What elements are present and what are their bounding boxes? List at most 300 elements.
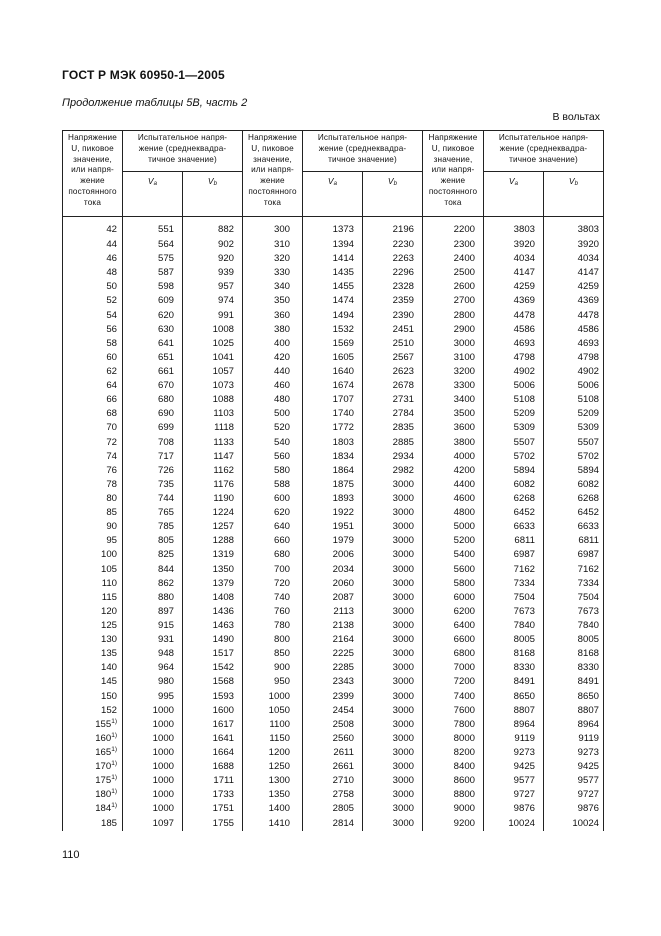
cell-value: 2400 bbox=[453, 253, 475, 265]
cell-value: 5000 bbox=[453, 521, 475, 533]
cell-vb-2 bbox=[363, 351, 423, 365]
cell-va-1 bbox=[123, 774, 183, 788]
cell-value: 600 bbox=[273, 493, 290, 505]
cell-value: 6987 bbox=[513, 549, 535, 561]
cell-u-1 bbox=[63, 548, 123, 562]
cell-vb-1 bbox=[183, 217, 243, 239]
cell-vb-1 bbox=[183, 802, 243, 816]
cell-value: 8200 bbox=[453, 746, 475, 758]
cell-value: 1162 bbox=[213, 464, 234, 476]
cell-u-2 bbox=[243, 379, 303, 393]
cell-value: 1517 bbox=[212, 648, 234, 660]
cell-u-3 bbox=[423, 464, 484, 478]
cell-value: 1147 bbox=[213, 450, 234, 462]
cell-value: 2500 bbox=[453, 267, 475, 279]
cell-value: 620 bbox=[157, 309, 174, 321]
header-line: значение, bbox=[253, 154, 292, 164]
cell-u-2 bbox=[243, 294, 303, 308]
cell-value: 6633 bbox=[513, 521, 535, 533]
cell-u-1 bbox=[63, 605, 123, 619]
cell-value: 4000 bbox=[453, 450, 475, 462]
cell-va-2 bbox=[303, 605, 363, 619]
cell-va-2 bbox=[303, 816, 363, 830]
cell-va-3 bbox=[484, 548, 544, 562]
cell-value: 62 bbox=[106, 366, 117, 378]
cell-u-3 bbox=[423, 506, 484, 520]
cell-vb-3 bbox=[544, 478, 604, 492]
header-vb-3 bbox=[544, 172, 604, 217]
cell-value: 4147 bbox=[513, 267, 535, 279]
cell-u-2 bbox=[243, 548, 303, 562]
cell-u-3 bbox=[423, 675, 484, 689]
header-test-voltage-2 bbox=[303, 131, 423, 172]
cell-value: 4586 bbox=[577, 323, 599, 335]
cell-value: 3803 bbox=[577, 224, 599, 235]
cell-u-1 bbox=[63, 365, 123, 379]
cell-vb-2 bbox=[363, 548, 423, 562]
header-line: U, пиковое bbox=[251, 143, 294, 153]
cell-value: 3000 bbox=[392, 775, 414, 787]
cell-value: 1463 bbox=[212, 620, 234, 631]
cell-vb-1 bbox=[183, 661, 243, 675]
cell-value: 588 bbox=[273, 478, 290, 490]
cell-value: 76 bbox=[106, 464, 117, 476]
cell-vb-3 bbox=[544, 661, 604, 675]
cell-value: 744 bbox=[157, 493, 174, 505]
cell-value: 2814 bbox=[332, 817, 354, 829]
cell-value: 420 bbox=[273, 351, 290, 363]
cell-vb-2 bbox=[363, 238, 423, 252]
cell-va-2 bbox=[303, 802, 363, 816]
cell-vb-3 bbox=[544, 591, 604, 605]
cell-va-3 bbox=[484, 690, 544, 704]
cell-value: 8005 bbox=[513, 634, 535, 646]
cell-va-2 bbox=[303, 379, 363, 393]
cell-value: 785 bbox=[157, 521, 174, 533]
cell-vb-2 bbox=[363, 365, 423, 379]
cell-value: 5894 bbox=[513, 464, 535, 476]
cell-value: 3200 bbox=[453, 366, 475, 378]
cell-value: 2710 bbox=[332, 775, 354, 787]
cell-vb-2 bbox=[363, 436, 423, 450]
cell-u-3 bbox=[423, 619, 484, 633]
cell-va-2 bbox=[303, 492, 363, 506]
cell-value: 1379 bbox=[212, 577, 234, 589]
table-row bbox=[63, 732, 604, 746]
cell-value: 5209 bbox=[577, 408, 599, 420]
cell-va-3 bbox=[484, 619, 544, 633]
cell-value: 8964 bbox=[577, 718, 599, 730]
cell-va-2 bbox=[303, 534, 363, 548]
table-row bbox=[63, 365, 604, 379]
cell-value: 6600 bbox=[453, 634, 475, 646]
cell-vb-1 bbox=[183, 379, 243, 393]
header-line: жение (среднеквадра- bbox=[138, 143, 227, 153]
cell-value: 78 bbox=[106, 478, 117, 490]
cell-value: 8330 bbox=[577, 662, 599, 674]
cell-va-1 bbox=[123, 619, 183, 633]
header-va-2 bbox=[303, 172, 363, 217]
cell-u-3 bbox=[423, 647, 484, 661]
cell-value: 3000 bbox=[392, 789, 414, 801]
cell-vb-2 bbox=[363, 379, 423, 393]
cell-u-3 bbox=[423, 605, 484, 619]
header-line: или напря- bbox=[251, 165, 294, 175]
voltage-symbol: Va bbox=[147, 176, 158, 187]
cell-vb-2 bbox=[363, 421, 423, 435]
header-line: значение, bbox=[73, 154, 112, 164]
cell-value: 1257 bbox=[212, 521, 234, 533]
footnote-marker: 1) bbox=[111, 774, 117, 782]
cell-value: 1300 bbox=[268, 775, 290, 787]
cell-value: 6200 bbox=[453, 605, 475, 617]
cell-u-2 bbox=[243, 421, 303, 435]
cell-vb-1 bbox=[183, 506, 243, 520]
cell-u-2 bbox=[243, 534, 303, 548]
cell-value: 1025 bbox=[212, 337, 234, 349]
cell-value: 765 bbox=[157, 507, 174, 519]
cell-value: 1864 bbox=[332, 464, 354, 476]
header-line: Напряжение bbox=[428, 133, 478, 142]
cell-vb-2 bbox=[363, 294, 423, 308]
cell-vb-1 bbox=[183, 619, 243, 633]
cell-value: 145 bbox=[100, 676, 117, 688]
cell-va-1 bbox=[123, 802, 183, 816]
cell-u-2 bbox=[243, 675, 303, 689]
cell-vb-1 bbox=[183, 450, 243, 464]
cell-vb-1 bbox=[183, 548, 243, 562]
cell-value: 4200 bbox=[453, 464, 475, 476]
cell-vb-1 bbox=[183, 365, 243, 379]
cell-value: 1834 bbox=[332, 450, 354, 462]
cell-va-1 bbox=[123, 436, 183, 450]
cell-va-3 bbox=[484, 802, 544, 816]
cell-vb-3 bbox=[544, 421, 604, 435]
header-voltage-u-3 bbox=[423, 131, 484, 217]
cell-vb-2 bbox=[363, 746, 423, 760]
cell-value: 3000 bbox=[392, 662, 414, 674]
cell-value: 2758 bbox=[332, 789, 354, 801]
cell-value: 4800 bbox=[453, 507, 475, 519]
cell-value: 44 bbox=[106, 239, 117, 251]
cell-vb-2 bbox=[363, 323, 423, 337]
cell-value: 1922 bbox=[332, 507, 354, 519]
header-line: Напряжение bbox=[68, 133, 117, 142]
cell-value: 620 bbox=[273, 507, 290, 519]
cell-u-2 bbox=[243, 746, 303, 760]
cell-value: 7840 bbox=[577, 620, 599, 631]
footnote-marker: 1) bbox=[111, 802, 117, 810]
cell-vb-3 bbox=[544, 365, 604, 379]
cell-va-1 bbox=[123, 238, 183, 252]
cell-value: 1474 bbox=[332, 295, 354, 307]
voltage-subscript: a bbox=[333, 181, 338, 187]
cell-value: 1073 bbox=[212, 380, 234, 392]
cell-value: 1373 bbox=[332, 224, 354, 235]
header-line: тичное значение) bbox=[148, 154, 217, 164]
header-line: жение bbox=[440, 176, 466, 186]
table-row bbox=[63, 704, 604, 718]
cell-va-2 bbox=[303, 294, 363, 308]
cell-va-1 bbox=[123, 816, 183, 830]
cell-vb-2 bbox=[363, 690, 423, 704]
cell-value: 8650 bbox=[577, 690, 599, 702]
header-line: значение, bbox=[433, 154, 473, 164]
header-line: постоянного bbox=[68, 186, 117, 196]
cell-vb-1 bbox=[183, 280, 243, 294]
cell-value: 64 bbox=[106, 380, 117, 392]
cell-value: 7200 bbox=[453, 676, 475, 688]
cell-value: 974 bbox=[217, 295, 234, 307]
cell-value: 915 bbox=[157, 620, 174, 631]
header-line: тичное значение) bbox=[328, 154, 397, 164]
cell-va-2 bbox=[303, 266, 363, 280]
cell-value: 4400 bbox=[453, 478, 475, 490]
cell-va-2 bbox=[303, 788, 363, 802]
cell-value: 1190 bbox=[213, 493, 234, 505]
cell-value: 5400 bbox=[453, 549, 475, 561]
cell-value: 3000 bbox=[392, 605, 414, 617]
cell-va-3 bbox=[484, 266, 544, 280]
cell-value: 7400 bbox=[453, 690, 475, 702]
cell-value: 1674 bbox=[332, 380, 354, 392]
cell-value: 2510 bbox=[392, 337, 414, 349]
cell-value: 6811 bbox=[514, 535, 535, 547]
table-row bbox=[63, 746, 604, 760]
cell-value: 9425 bbox=[513, 761, 535, 773]
cell-value: 726 bbox=[157, 464, 174, 476]
cell-value: 1000 bbox=[152, 789, 174, 801]
cell-value: 5800 bbox=[453, 577, 475, 589]
header-line: тичное значение) bbox=[509, 154, 578, 164]
cell-u-1 bbox=[63, 450, 123, 464]
cell-u-1 bbox=[63, 732, 123, 746]
cell-vb-1 bbox=[183, 774, 243, 788]
cell-value: 6633 bbox=[577, 521, 599, 533]
cell-va-3 bbox=[484, 746, 544, 760]
cell-u-3 bbox=[423, 760, 484, 774]
cell-value: 1803 bbox=[332, 436, 354, 448]
cell-value: 460 bbox=[273, 380, 290, 392]
cell-vb-2 bbox=[363, 309, 423, 323]
cell-value: 3000 bbox=[392, 478, 414, 490]
table-caption: Продолжение таблицы 5В, часть 2 bbox=[62, 97, 248, 109]
cell-va-1 bbox=[123, 647, 183, 661]
cell-va-1 bbox=[123, 492, 183, 506]
cell-vb-3 bbox=[544, 217, 604, 239]
cell-value: 5209 bbox=[513, 408, 535, 420]
cell-value: 1751 bbox=[212, 803, 234, 815]
cell-value: 110 bbox=[101, 577, 117, 589]
cell-value: 2390 bbox=[392, 309, 414, 321]
footnote-marker: 1) bbox=[111, 717, 117, 725]
cell-va-2 bbox=[303, 633, 363, 647]
cell-vb-3 bbox=[544, 675, 604, 689]
table-row bbox=[63, 633, 604, 647]
cell-va-2 bbox=[303, 591, 363, 605]
cell-u-2 bbox=[243, 506, 303, 520]
cell-value: 680 bbox=[157, 394, 174, 406]
cell-value: 4902 bbox=[513, 366, 535, 378]
table-row bbox=[63, 591, 604, 605]
cell-u-2 bbox=[243, 690, 303, 704]
cell-u-1 bbox=[63, 393, 123, 407]
cell-vb-3 bbox=[544, 577, 604, 591]
cell-u-1 bbox=[63, 802, 123, 816]
cell-value: 540 bbox=[273, 436, 290, 448]
cell-value: 95 bbox=[106, 535, 117, 547]
cell-vb-3 bbox=[544, 732, 604, 746]
cell-vb-2 bbox=[363, 661, 423, 675]
cell-u-2 bbox=[243, 788, 303, 802]
cell-value: 42 bbox=[106, 224, 117, 235]
cell-value: 68 bbox=[106, 408, 117, 420]
cell-value: 380 bbox=[273, 323, 290, 335]
cell-vb-3 bbox=[544, 802, 604, 816]
cell-value: 3000 bbox=[392, 507, 414, 519]
cell-va-1 bbox=[123, 520, 183, 534]
cell-u-1 bbox=[63, 577, 123, 591]
cell-value: 4034 bbox=[513, 253, 535, 265]
voltage-subscript: b bbox=[393, 181, 398, 187]
cell-u-3 bbox=[423, 746, 484, 760]
cell-va-3 bbox=[484, 217, 544, 239]
table-row bbox=[63, 520, 604, 534]
cell-value: 1455 bbox=[332, 281, 354, 293]
voltage-symbol: Va bbox=[327, 176, 338, 187]
cell-value: 1772 bbox=[332, 422, 354, 434]
cell-u-3 bbox=[423, 577, 484, 591]
cell-va-3 bbox=[484, 365, 544, 379]
table-row bbox=[63, 492, 604, 506]
cell-va-3 bbox=[484, 351, 544, 365]
cell-value: 902 bbox=[217, 239, 234, 251]
voltage-subscript: b bbox=[574, 181, 579, 187]
cell-value: 700 bbox=[273, 563, 290, 575]
cell-vb-2 bbox=[363, 591, 423, 605]
table-row bbox=[63, 760, 604, 774]
cell-va-2 bbox=[303, 436, 363, 450]
cell-u-3 bbox=[423, 337, 484, 351]
cell-value: 1000 bbox=[152, 704, 174, 716]
footnote-marker: 1) bbox=[111, 788, 117, 796]
cell-value: 1641 bbox=[212, 732, 234, 744]
cell-value: 9273 bbox=[513, 746, 535, 758]
cell-value: 180 bbox=[95, 789, 112, 801]
cell-va-1 bbox=[123, 294, 183, 308]
cell-va-2 bbox=[303, 746, 363, 760]
cell-value: 897 bbox=[157, 605, 174, 617]
header-va-1 bbox=[123, 172, 183, 217]
cell-u-3 bbox=[423, 450, 484, 464]
cell-value: 660 bbox=[273, 535, 290, 547]
cell-vb-3 bbox=[544, 266, 604, 280]
cell-value: 4600 bbox=[453, 493, 475, 505]
cell-va-1 bbox=[123, 323, 183, 337]
cell-u-3 bbox=[423, 563, 484, 577]
cell-vb-1 bbox=[183, 746, 243, 760]
cell-vb-3 bbox=[544, 788, 604, 802]
cell-vb-3 bbox=[544, 746, 604, 760]
cell-value: 1664 bbox=[212, 746, 234, 758]
cell-vb-1 bbox=[183, 563, 243, 577]
cell-value: 9425 bbox=[577, 761, 599, 773]
cell-value: 5702 bbox=[577, 450, 599, 462]
cell-value: 56 bbox=[106, 323, 117, 335]
cell-u-1 bbox=[63, 436, 123, 450]
cell-value: 8330 bbox=[513, 662, 535, 674]
cell-vb-1 bbox=[183, 407, 243, 421]
cell-va-3 bbox=[484, 732, 544, 746]
cell-value: 8168 bbox=[513, 648, 535, 660]
cell-value: 52 bbox=[106, 295, 117, 307]
cell-va-1 bbox=[123, 506, 183, 520]
cell-vb-3 bbox=[544, 619, 604, 633]
cell-value: 2982 bbox=[392, 464, 414, 476]
cell-value: 4259 bbox=[513, 281, 535, 293]
cell-value: 2285 bbox=[332, 662, 354, 674]
table-row bbox=[63, 563, 604, 577]
cell-value: 2784 bbox=[392, 408, 414, 420]
cell-value: 70 bbox=[106, 422, 117, 434]
cell-va-2 bbox=[303, 548, 363, 562]
cell-u-3 bbox=[423, 534, 484, 548]
cell-va-1 bbox=[123, 577, 183, 591]
cell-va-1 bbox=[123, 633, 183, 647]
header-line: или напря- bbox=[431, 165, 475, 175]
cell-u-2 bbox=[243, 577, 303, 591]
table-row bbox=[63, 351, 604, 365]
cell-u-2 bbox=[243, 464, 303, 478]
cell-va-2 bbox=[303, 393, 363, 407]
table-body bbox=[63, 217, 604, 831]
cell-vb-2 bbox=[363, 478, 423, 492]
cell-value: 3000 bbox=[392, 521, 414, 533]
header-line: жение bbox=[260, 176, 285, 186]
cell-value: 2700 bbox=[453, 295, 475, 307]
cell-va-3 bbox=[484, 436, 544, 450]
cell-va-3 bbox=[484, 238, 544, 252]
cell-value: 2611 bbox=[333, 746, 354, 758]
cell-value: 1100 bbox=[269, 718, 290, 730]
cell-vb-2 bbox=[363, 816, 423, 830]
cell-va-3 bbox=[484, 675, 544, 689]
table-row bbox=[63, 690, 604, 704]
cell-u-1 bbox=[63, 492, 123, 506]
cell-value: 1008 bbox=[212, 323, 234, 335]
cell-value: 90 bbox=[106, 521, 117, 533]
header-vb-2 bbox=[363, 172, 423, 217]
cell-vb-2 bbox=[363, 506, 423, 520]
table-header bbox=[63, 131, 604, 217]
cell-value: 7800 bbox=[453, 718, 475, 730]
cell-u-2 bbox=[243, 436, 303, 450]
cell-vb-3 bbox=[544, 464, 604, 478]
cell-value: 5108 bbox=[513, 394, 535, 406]
cell-va-3 bbox=[484, 788, 544, 802]
cell-value: 6800 bbox=[453, 648, 475, 660]
cell-value: 3300 bbox=[453, 380, 475, 392]
cell-value: 1617 bbox=[212, 718, 234, 730]
cell-u-3 bbox=[423, 280, 484, 294]
cell-va-1 bbox=[123, 478, 183, 492]
cell-va-2 bbox=[303, 407, 363, 421]
cell-u-1 bbox=[63, 266, 123, 280]
cell-va-3 bbox=[484, 280, 544, 294]
cell-vb-2 bbox=[363, 718, 423, 732]
cell-vb-3 bbox=[544, 647, 604, 661]
table-row bbox=[63, 577, 604, 591]
